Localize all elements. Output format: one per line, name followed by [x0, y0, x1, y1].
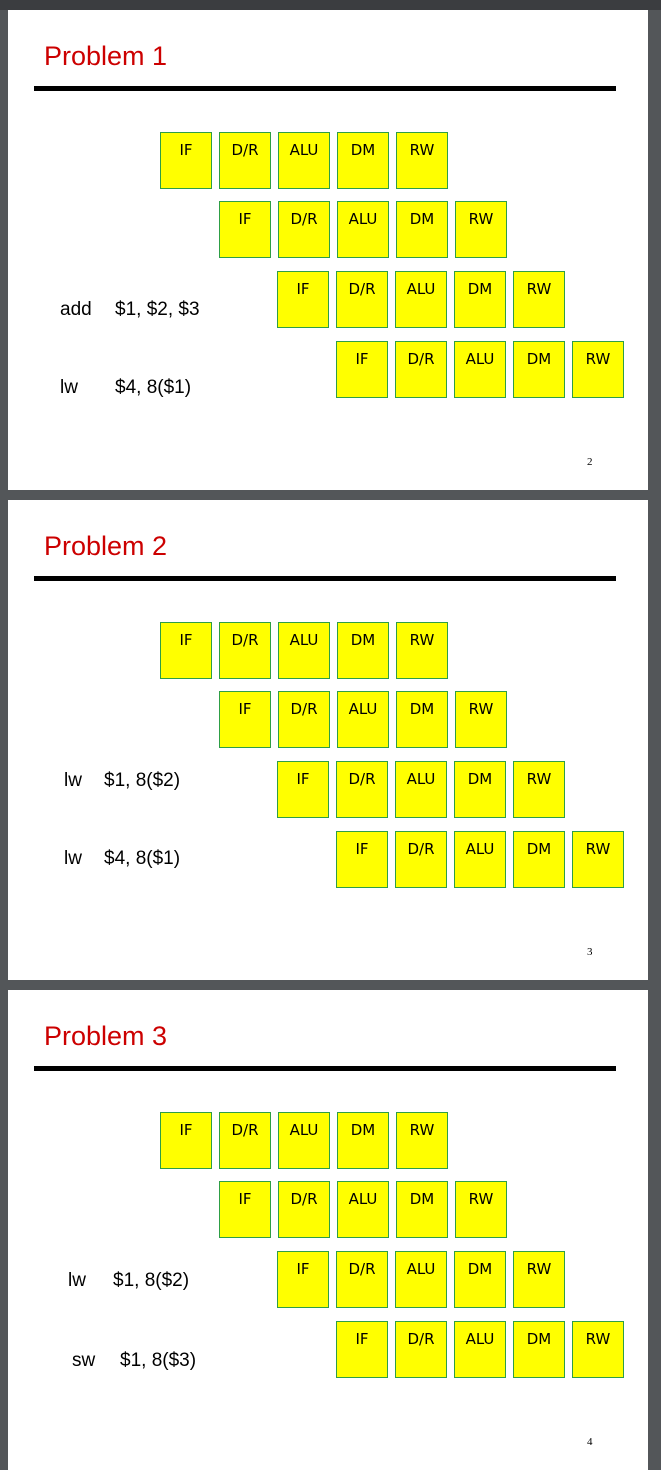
pipeline-stage-dm: DM [337, 1112, 389, 1169]
pipeline-stage-alu: ALU [395, 271, 447, 328]
pipeline-stage-dr: D/R [395, 831, 447, 888]
pipeline-stage-alu: ALU [395, 761, 447, 818]
pipeline-stage-if: IF [219, 201, 271, 258]
pipeline-stage-dr: D/R [395, 1321, 447, 1378]
pipeline-stage-dm: DM [454, 761, 506, 818]
pipeline-stage-dr: D/R [219, 1112, 271, 1169]
instruction-operands: $1, 8($2) [104, 770, 181, 791]
pipeline-stage-alu: ALU [337, 201, 389, 258]
pipeline-stage-rw: RW [455, 691, 507, 748]
pipeline-stage-rw: RW [572, 341, 624, 398]
pipeline-stage-alu: ALU [278, 1112, 330, 1169]
viewer-top-bar [0, 0, 661, 10]
pipeline-stage-rw: RW [455, 1181, 507, 1238]
slide-title: Problem 2 [44, 531, 168, 561]
pipeline-stage-alu: ALU [454, 1321, 506, 1378]
pipeline-stage-alu: ALU [454, 341, 506, 398]
instruction-opcode: add [60, 299, 92, 320]
instruction-operands: $1, 8($3) [120, 1350, 197, 1371]
instruction-opcode: lw [60, 377, 78, 398]
pipeline-stage-if: IF [160, 1112, 212, 1169]
slide-title: Problem 1 [44, 41, 168, 71]
instruction-opcode: sw [72, 1350, 96, 1371]
title-underline [34, 86, 616, 91]
pipeline-stage-if: IF [336, 341, 388, 398]
pipeline-stage-alu: ALU [278, 132, 330, 189]
pipeline-stage-dr: D/R [278, 691, 330, 748]
pipeline-stage-alu: ALU [278, 622, 330, 679]
instruction-opcode: lw [64, 848, 82, 869]
instruction-operands: $1, 8($2) [113, 1270, 190, 1291]
pipeline-stage-dm: DM [396, 691, 448, 748]
pipeline-stage-rw: RW [572, 1321, 624, 1378]
pipeline-stage-dm: DM [337, 622, 389, 679]
title-underline [34, 1066, 616, 1071]
page-number: 4 [587, 1436, 593, 1448]
pipeline-stage-if: IF [219, 1181, 271, 1238]
pipeline-stage-if: IF [160, 622, 212, 679]
slide-3 [8, 990, 648, 1470]
pipeline-stage-dm: DM [513, 1321, 565, 1378]
pipeline-stage-dr: D/R [336, 271, 388, 328]
page-number: 2 [587, 456, 593, 468]
pipeline-stage-rw: RW [396, 132, 448, 189]
pipeline-stage-dm: DM [454, 1251, 506, 1308]
pipeline-stage-alu: ALU [337, 1181, 389, 1238]
slide-1 [8, 10, 648, 490]
instruction-2 [72, 1350, 196, 1372]
pipeline-stage-if: IF [277, 271, 329, 328]
pipeline-stage-dm: DM [396, 201, 448, 258]
pipeline-stage-dm: DM [513, 341, 565, 398]
pipeline-stage-dm: DM [396, 1181, 448, 1238]
instruction-opcode: lw [64, 770, 82, 791]
instruction-opcode: lw [68, 1270, 86, 1291]
pipeline-stage-rw: RW [513, 271, 565, 328]
pipeline-stage-dr: D/R [395, 341, 447, 398]
pipeline-stage-dm: DM [337, 132, 389, 189]
pipeline-stage-if: IF [160, 132, 212, 189]
pipeline-stage-dr: D/R [336, 1251, 388, 1308]
instruction-2 [60, 377, 191, 399]
instruction-operands: $4, 8($1) [104, 848, 181, 869]
pipeline-stage-dm: DM [454, 271, 506, 328]
instruction-1 [60, 299, 200, 321]
pipeline-stage-dr: D/R [219, 622, 271, 679]
pipeline-stage-rw: RW [513, 761, 565, 818]
slide-title: Problem 3 [44, 1021, 168, 1051]
pipeline-stage-rw: RW [513, 1251, 565, 1308]
pipeline-stage-if: IF [277, 1251, 329, 1308]
instruction-operands: $1, $2, $3 [115, 299, 200, 320]
pipeline-stage-alu: ALU [337, 691, 389, 748]
pipeline-stage-alu: ALU [395, 1251, 447, 1308]
pipeline-stage-rw: RW [396, 1112, 448, 1169]
pipeline-stage-if: IF [336, 1321, 388, 1378]
instruction-operands: $4, 8($1) [115, 377, 192, 398]
pipeline-stage-if: IF [219, 691, 271, 748]
slide-2 [8, 500, 648, 980]
instruction-1 [64, 770, 180, 792]
pipeline-stage-dr: D/R [219, 132, 271, 189]
pipeline-stage-rw: RW [396, 622, 448, 679]
pipeline-stage-rw: RW [572, 831, 624, 888]
pipeline-stage-if: IF [277, 761, 329, 818]
page-number: 3 [587, 946, 593, 958]
pipeline-stage-rw: RW [455, 201, 507, 258]
pipeline-stage-dm: DM [513, 831, 565, 888]
instruction-2 [64, 848, 180, 870]
pipeline-stage-dr: D/R [278, 1181, 330, 1238]
pipeline-stage-alu: ALU [454, 831, 506, 888]
pipeline-stage-dr: D/R [278, 201, 330, 258]
pipeline-stage-if: IF [336, 831, 388, 888]
pipeline-stage-dr: D/R [336, 761, 388, 818]
title-underline [34, 576, 616, 581]
instruction-1 [68, 1270, 189, 1292]
